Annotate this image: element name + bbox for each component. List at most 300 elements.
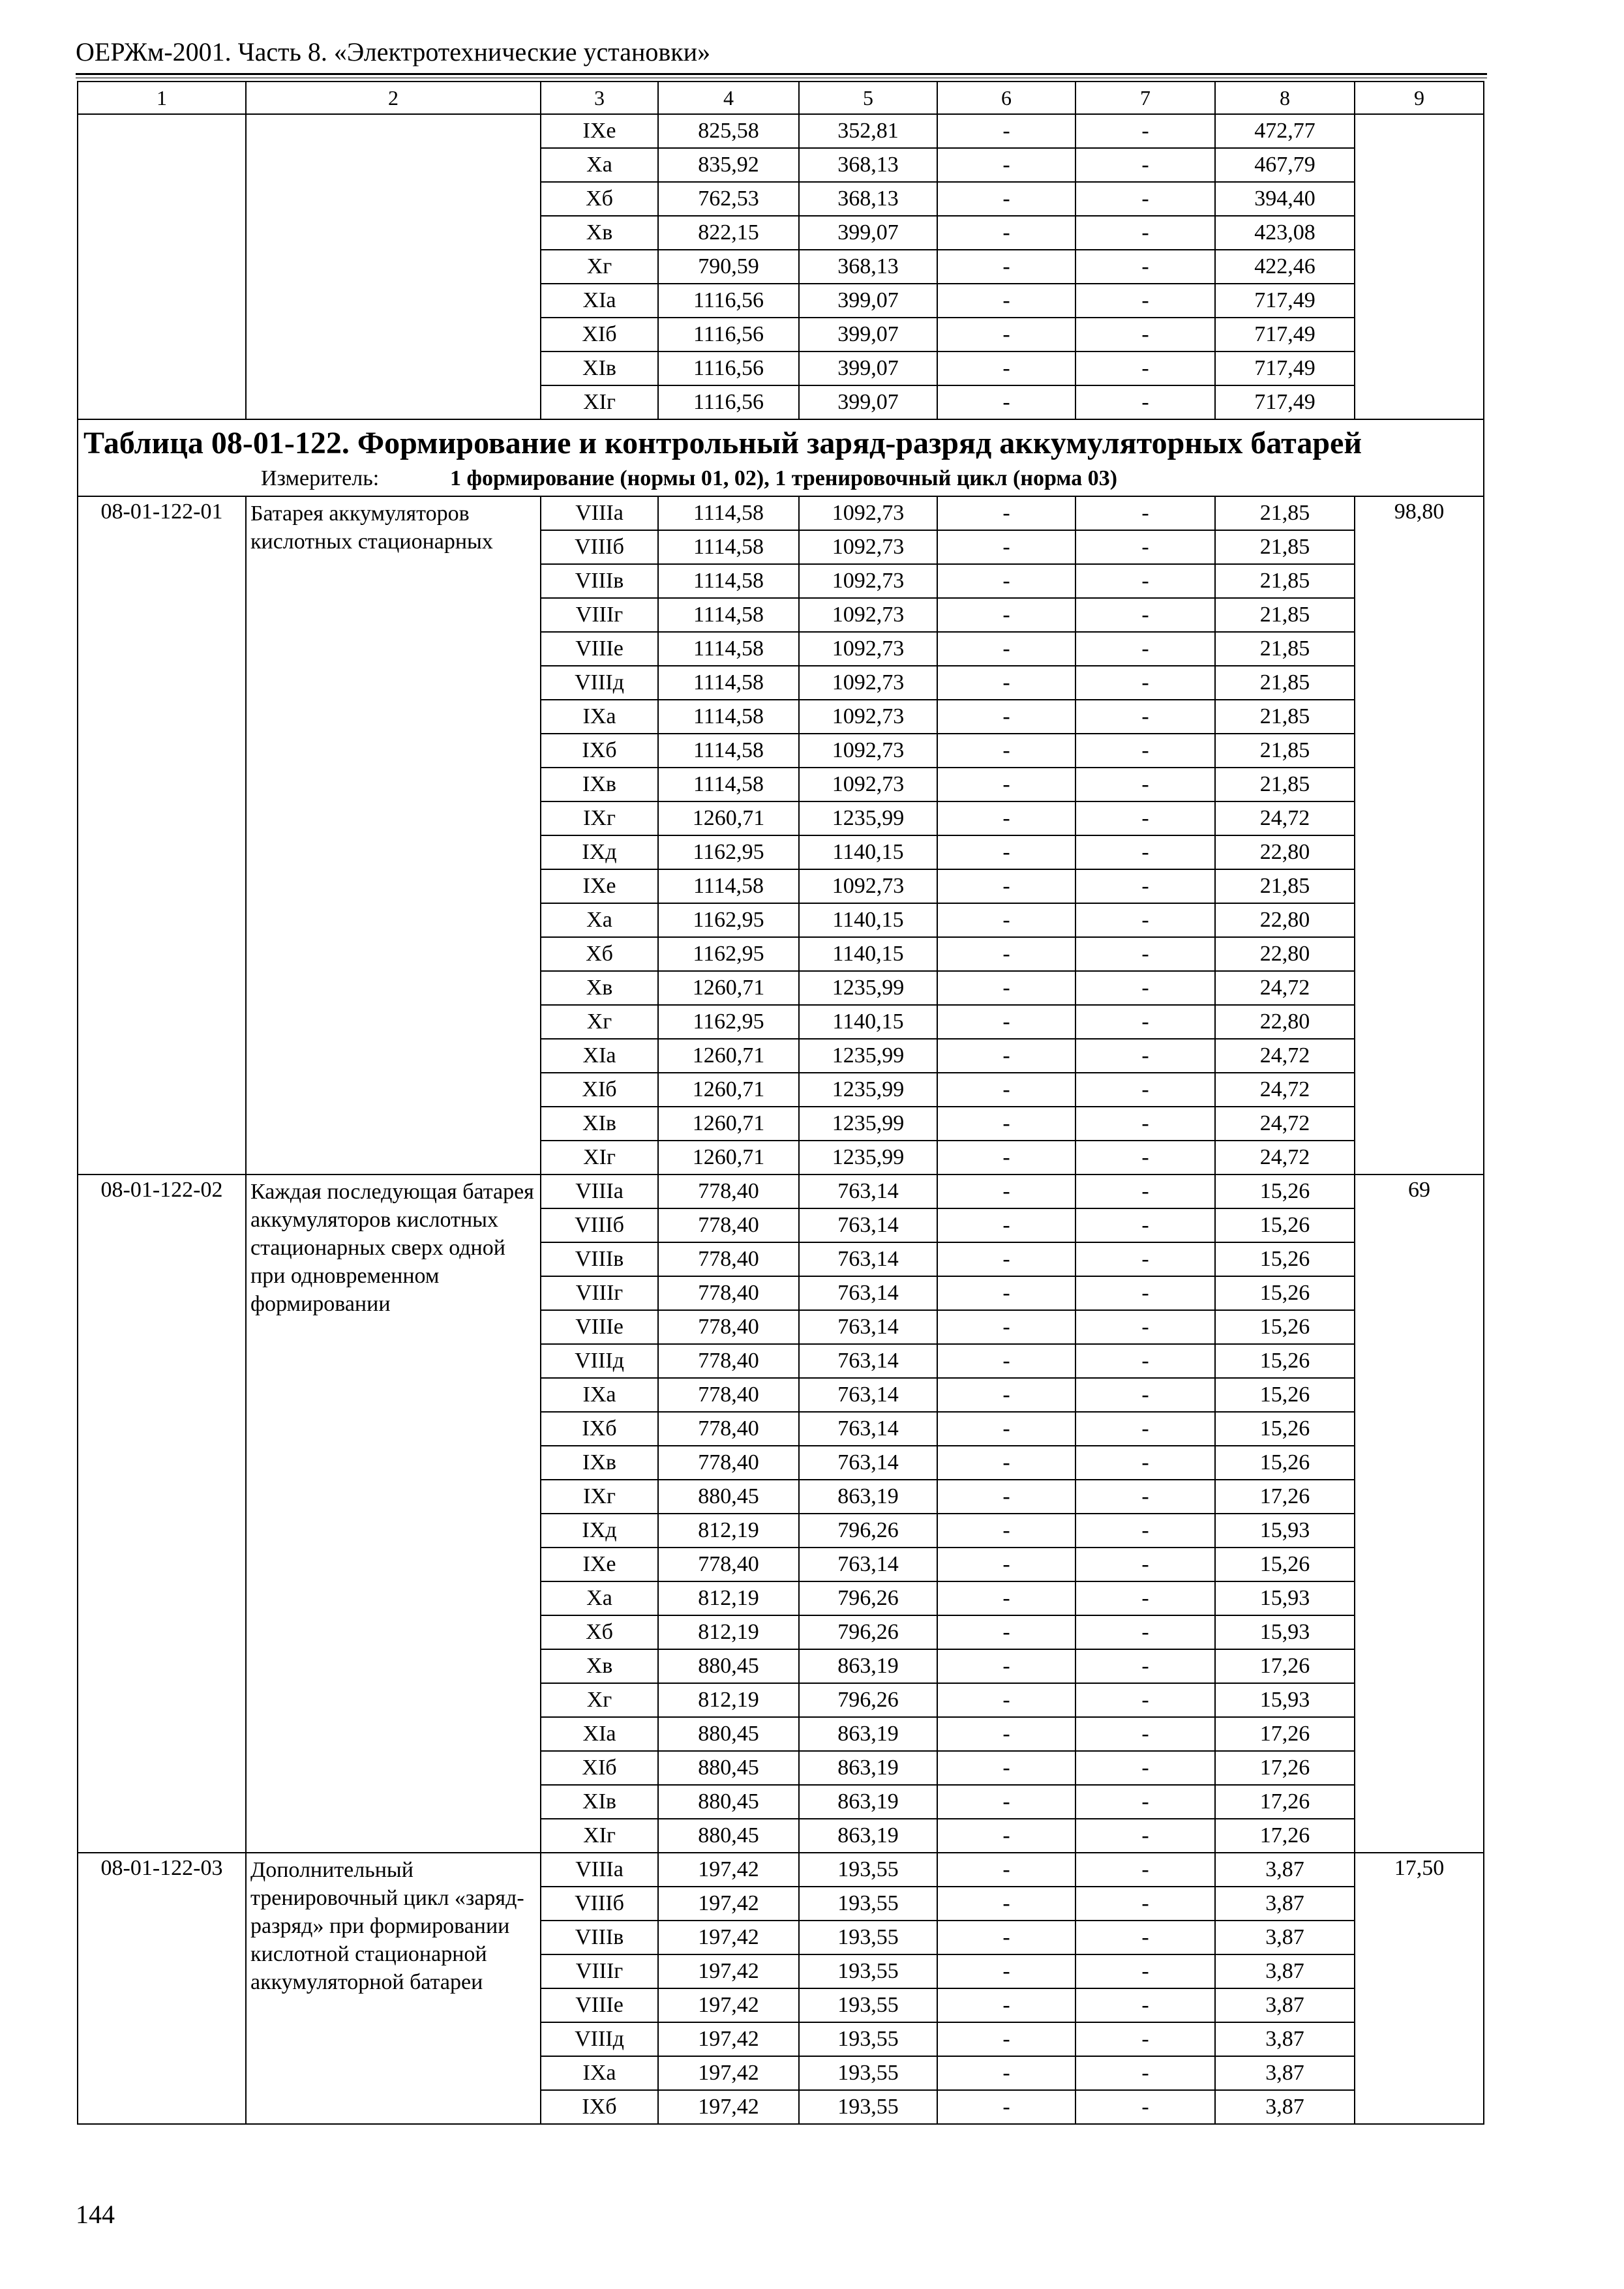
total-cost-cell: 1162,95 bbox=[658, 835, 799, 869]
wages-cell: 1092,73 bbox=[799, 700, 937, 734]
total-cost-cell: 197,42 bbox=[658, 1988, 799, 2022]
resource-class-cell: IXг bbox=[541, 1480, 658, 1514]
total-cost-cell: 1260,71 bbox=[658, 1073, 799, 1107]
resource-class-cell: VIIIе bbox=[541, 1988, 658, 2022]
machine-cost-cell: - bbox=[937, 1988, 1075, 2022]
machine-cost-cell: - bbox=[937, 318, 1075, 352]
wages-cell: 796,26 bbox=[799, 1581, 937, 1615]
machine-cost-cell: - bbox=[937, 1819, 1075, 1853]
machine-cost-cell: - bbox=[937, 1039, 1075, 1073]
wages-cell: 796,26 bbox=[799, 1514, 937, 1548]
resource-class-cell: IXе bbox=[541, 1548, 658, 1581]
materials-cell: 3,87 bbox=[1215, 1887, 1355, 1921]
wages-cell: 1092,73 bbox=[799, 496, 937, 530]
driver-wages-cell: - bbox=[1075, 1514, 1215, 1548]
driver-wages-cell: - bbox=[1075, 2022, 1215, 2056]
machine-cost-cell: - bbox=[937, 1480, 1075, 1514]
wages-cell: 763,14 bbox=[799, 1174, 937, 1208]
total-cost-cell: 1114,58 bbox=[658, 632, 799, 666]
total-cost-cell: 1114,58 bbox=[658, 530, 799, 564]
resource-class-cell: VIIIа bbox=[541, 1174, 658, 1208]
machine-cost-cell: - bbox=[937, 496, 1075, 530]
materials-cell: 24,72 bbox=[1215, 1107, 1355, 1141]
wages-cell: 763,14 bbox=[799, 1548, 937, 1581]
total-cost-cell: 880,45 bbox=[658, 1785, 799, 1819]
wages-cell: 1235,99 bbox=[799, 1039, 937, 1073]
wages-cell: 1092,73 bbox=[799, 632, 937, 666]
machine-cost-cell: - bbox=[937, 2090, 1075, 2124]
materials-cell: 3,87 bbox=[1215, 2090, 1355, 2124]
resource-class-cell: IXа bbox=[541, 700, 658, 734]
materials-cell: 15,26 bbox=[1215, 1548, 1355, 1581]
driver-wages-cell: - bbox=[1075, 2090, 1215, 2124]
machine-cost-cell: - bbox=[937, 835, 1075, 869]
resource-class-cell: XIб bbox=[541, 1073, 658, 1107]
resource-class-cell: IXг bbox=[541, 801, 658, 835]
total-cost-cell: 1114,58 bbox=[658, 598, 799, 632]
machine-cost-cell: - bbox=[937, 1954, 1075, 1988]
resource-class-cell: XIа bbox=[541, 1039, 658, 1073]
materials-cell: 24,72 bbox=[1215, 1073, 1355, 1107]
driver-wages-cell: - bbox=[1075, 250, 1215, 284]
resource-class-cell: XIб bbox=[541, 318, 658, 352]
wages-cell: 863,19 bbox=[799, 1649, 937, 1683]
total-cost-cell: 778,40 bbox=[658, 1174, 799, 1208]
machine-cost-cell: - bbox=[937, 250, 1075, 284]
wages-cell: 1092,73 bbox=[799, 666, 937, 700]
total-cost-cell: 812,19 bbox=[658, 1615, 799, 1649]
materials-cell: 21,85 bbox=[1215, 869, 1355, 903]
machine-cost-cell: - bbox=[937, 937, 1075, 971]
driver-wages-cell: - bbox=[1075, 2056, 1215, 2090]
materials-cell: 15,26 bbox=[1215, 1276, 1355, 1310]
materials-cell: 21,85 bbox=[1215, 734, 1355, 768]
total-cost-cell: 778,40 bbox=[658, 1310, 799, 1344]
resource-class-cell: Xв bbox=[541, 216, 658, 250]
driver-wages-cell: - bbox=[1075, 632, 1215, 666]
total-cost-cell: 790,59 bbox=[658, 250, 799, 284]
table-title-row bbox=[78, 419, 1484, 496]
wages-cell: 1092,73 bbox=[799, 734, 937, 768]
resource-class-cell: Xг bbox=[541, 1683, 658, 1717]
materials-cell: 22,80 bbox=[1215, 903, 1355, 937]
total-cost-cell: 812,19 bbox=[658, 1581, 799, 1615]
total-cost-cell: 197,42 bbox=[658, 2056, 799, 2090]
wages-cell: 193,55 bbox=[799, 2022, 937, 2056]
machine-cost-cell: - bbox=[937, 971, 1075, 1005]
wages-cell: 193,55 bbox=[799, 1853, 937, 1887]
machine-cost-cell: - bbox=[937, 1276, 1075, 1310]
driver-wages-cell: - bbox=[1075, 869, 1215, 903]
wages-cell: 796,26 bbox=[799, 1683, 937, 1717]
norm-code-cell: 08-01-122-01 bbox=[78, 496, 246, 1174]
driver-wages-cell: - bbox=[1075, 768, 1215, 801]
materials-cell: 467,79 bbox=[1215, 148, 1355, 182]
driver-wages-cell: - bbox=[1075, 1242, 1215, 1276]
total-cost-cell: 1260,71 bbox=[658, 1141, 799, 1174]
driver-wages-cell: - bbox=[1075, 284, 1215, 318]
machine-cost-cell: - bbox=[937, 598, 1075, 632]
resource-class-cell: XIг bbox=[541, 1819, 658, 1853]
resource-class-cell: VIIIб bbox=[541, 1887, 658, 1921]
machine-cost-cell: - bbox=[937, 564, 1075, 598]
resource-class-cell: VIIIе bbox=[541, 632, 658, 666]
driver-wages-cell: - bbox=[1075, 1819, 1215, 1853]
materials-cell: 22,80 bbox=[1215, 937, 1355, 971]
materials-cell: 22,80 bbox=[1215, 835, 1355, 869]
resource-class-cell: XIв bbox=[541, 1785, 658, 1819]
materials-cell: 24,72 bbox=[1215, 1141, 1355, 1174]
labor-cell: 17,50 bbox=[1355, 1853, 1484, 2124]
wages-cell: 399,07 bbox=[799, 352, 937, 385]
total-cost-cell: 778,40 bbox=[658, 1412, 799, 1446]
total-cost-cell: 778,40 bbox=[658, 1276, 799, 1310]
wages-cell: 863,19 bbox=[799, 1785, 937, 1819]
machine-cost-cell: - bbox=[937, 1581, 1075, 1615]
materials-cell: 3,87 bbox=[1215, 1988, 1355, 2022]
total-cost-cell: 778,40 bbox=[658, 1208, 799, 1242]
resource-class-cell: IXе bbox=[541, 869, 658, 903]
driver-wages-cell: - bbox=[1075, 148, 1215, 182]
resource-class-cell: VIIIв bbox=[541, 1921, 658, 1954]
resource-class-cell: VIIIе bbox=[541, 1310, 658, 1344]
driver-wages-cell: - bbox=[1075, 937, 1215, 971]
materials-cell: 17,26 bbox=[1215, 1717, 1355, 1751]
total-cost-cell: 762,53 bbox=[658, 182, 799, 216]
total-cost-cell: 1260,71 bbox=[658, 801, 799, 835]
wages-cell: 763,14 bbox=[799, 1310, 937, 1344]
materials-cell: 21,85 bbox=[1215, 564, 1355, 598]
norm-name-cell bbox=[246, 114, 541, 419]
materials-cell: 17,26 bbox=[1215, 1785, 1355, 1819]
materials-cell: 21,85 bbox=[1215, 666, 1355, 700]
materials-cell: 3,87 bbox=[1215, 1954, 1355, 1988]
total-cost-cell: 1114,58 bbox=[658, 700, 799, 734]
norm-code-cell: 08-01-122-02 bbox=[78, 1174, 246, 1853]
materials-cell: 422,46 bbox=[1215, 250, 1355, 284]
driver-wages-cell: - bbox=[1075, 1717, 1215, 1751]
driver-wages-cell: - bbox=[1075, 1276, 1215, 1310]
total-cost-cell: 812,19 bbox=[658, 1514, 799, 1548]
driver-wages-cell: - bbox=[1075, 1649, 1215, 1683]
driver-wages-cell: - bbox=[1075, 1310, 1215, 1344]
wages-cell: 863,19 bbox=[799, 1717, 937, 1751]
machine-cost-cell: - bbox=[937, 632, 1075, 666]
total-cost-cell: 1162,95 bbox=[658, 903, 799, 937]
total-cost-cell: 197,42 bbox=[658, 1954, 799, 1988]
driver-wages-cell: - bbox=[1075, 971, 1215, 1005]
resource-class-cell: Xб bbox=[541, 182, 658, 216]
column-number: 5 bbox=[799, 82, 937, 114]
materials-cell: 423,08 bbox=[1215, 216, 1355, 250]
norms-table bbox=[77, 81, 1484, 2125]
page-number: 144 bbox=[76, 2200, 115, 2229]
wages-cell: 1140,15 bbox=[799, 903, 937, 937]
machine-cost-cell: - bbox=[937, 1378, 1075, 1412]
machine-cost-cell: - bbox=[937, 1107, 1075, 1141]
wages-cell: 399,07 bbox=[799, 385, 937, 419]
total-cost-cell: 1116,56 bbox=[658, 385, 799, 419]
machine-cost-cell: - bbox=[937, 700, 1075, 734]
resource-class-cell: IXв bbox=[541, 768, 658, 801]
driver-wages-cell: - bbox=[1075, 385, 1215, 419]
total-cost-cell: 1114,58 bbox=[658, 768, 799, 801]
driver-wages-cell: - bbox=[1075, 1208, 1215, 1242]
wages-cell: 368,13 bbox=[799, 182, 937, 216]
total-cost-cell: 880,45 bbox=[658, 1649, 799, 1683]
materials-cell: 15,93 bbox=[1215, 1581, 1355, 1615]
norm-code-cell: 08-01-122-03 bbox=[78, 1853, 246, 2124]
machine-cost-cell: - bbox=[937, 1412, 1075, 1446]
machine-cost-cell: - bbox=[937, 1717, 1075, 1751]
machine-cost-cell: - bbox=[937, 216, 1075, 250]
driver-wages-cell: - bbox=[1075, 1921, 1215, 1954]
materials-cell: 15,26 bbox=[1215, 1242, 1355, 1276]
column-number: 4 bbox=[658, 82, 799, 114]
resource-class-cell: VIIIд bbox=[541, 666, 658, 700]
norm-name-cell: Дополнительный тренировочный цикл «заряд-разряд» при формировании кислотной стационарной аккумуляторной батареи bbox=[246, 1853, 541, 2124]
resource-class-cell: IXе bbox=[541, 114, 658, 148]
driver-wages-cell: - bbox=[1075, 835, 1215, 869]
wages-cell: 763,14 bbox=[799, 1446, 937, 1480]
driver-wages-cell: - bbox=[1075, 1548, 1215, 1581]
machine-cost-cell: - bbox=[937, 1615, 1075, 1649]
materials-cell: 15,26 bbox=[1215, 1378, 1355, 1412]
machine-cost-cell: - bbox=[937, 148, 1075, 182]
resource-class-cell: Xб bbox=[541, 1615, 658, 1649]
total-cost-cell: 880,45 bbox=[658, 1751, 799, 1785]
machine-cost-cell: - bbox=[937, 869, 1075, 903]
driver-wages-cell: - bbox=[1075, 1107, 1215, 1141]
resource-class-cell: Xа bbox=[541, 903, 658, 937]
materials-cell: 15,26 bbox=[1215, 1412, 1355, 1446]
total-cost-cell: 778,40 bbox=[658, 1446, 799, 1480]
machine-cost-cell: - bbox=[937, 114, 1075, 148]
column-number: 6 bbox=[937, 82, 1075, 114]
materials-cell: 15,26 bbox=[1215, 1174, 1355, 1208]
materials-cell: 15,93 bbox=[1215, 1683, 1355, 1717]
total-cost-cell: 1116,56 bbox=[658, 318, 799, 352]
machine-cost-cell: - bbox=[937, 530, 1075, 564]
wages-cell: 368,13 bbox=[799, 250, 937, 284]
machine-cost-cell: - bbox=[937, 182, 1075, 216]
resource-class-cell: Xв bbox=[541, 971, 658, 1005]
machine-cost-cell: - bbox=[937, 1174, 1075, 1208]
wages-cell: 193,55 bbox=[799, 2056, 937, 2090]
total-cost-cell: 1162,95 bbox=[658, 1005, 799, 1039]
wages-cell: 763,14 bbox=[799, 1378, 937, 1412]
resource-class-cell: VIIIв bbox=[541, 1242, 658, 1276]
resource-class-cell: Xа bbox=[541, 1581, 658, 1615]
driver-wages-cell: - bbox=[1075, 564, 1215, 598]
driver-wages-cell: - bbox=[1075, 1344, 1215, 1378]
materials-cell: 21,85 bbox=[1215, 632, 1355, 666]
materials-cell: 21,85 bbox=[1215, 768, 1355, 801]
materials-cell: 15,26 bbox=[1215, 1208, 1355, 1242]
total-cost-cell: 778,40 bbox=[658, 1378, 799, 1412]
resource-class-cell: IXд bbox=[541, 835, 658, 869]
materials-cell: 3,87 bbox=[1215, 1853, 1355, 1887]
wages-cell: 763,14 bbox=[799, 1208, 937, 1242]
materials-cell: 15,26 bbox=[1215, 1446, 1355, 1480]
resource-class-cell: Xб bbox=[541, 937, 658, 971]
resource-class-cell: IXа bbox=[541, 1378, 658, 1412]
machine-cost-cell: - bbox=[937, 1310, 1075, 1344]
materials-cell: 24,72 bbox=[1215, 971, 1355, 1005]
table-title: Таблица 08-01-122. Формирование и контрольный заряд-разряд аккумуляторных батарей bbox=[83, 426, 1362, 460]
wages-cell: 863,19 bbox=[799, 1480, 937, 1514]
total-cost-cell: 197,42 bbox=[658, 1887, 799, 1921]
resource-class-cell: IXб bbox=[541, 734, 658, 768]
machine-cost-cell: - bbox=[937, 801, 1075, 835]
machine-cost-cell: - bbox=[937, 734, 1075, 768]
materials-cell: 21,85 bbox=[1215, 700, 1355, 734]
driver-wages-cell: - bbox=[1075, 1887, 1215, 1921]
resource-class-cell: IXв bbox=[541, 1446, 658, 1480]
materials-cell: 17,26 bbox=[1215, 1480, 1355, 1514]
machine-cost-cell: - bbox=[937, 1785, 1075, 1819]
total-cost-cell: 812,19 bbox=[658, 1683, 799, 1717]
machine-cost-cell: - bbox=[937, 1751, 1075, 1785]
wages-cell: 1140,15 bbox=[799, 1005, 937, 1039]
total-cost-cell: 1114,58 bbox=[658, 564, 799, 598]
machine-cost-cell: - bbox=[937, 1141, 1075, 1174]
resource-class-cell: Xа bbox=[541, 148, 658, 182]
wages-cell: 193,55 bbox=[799, 1954, 937, 1988]
wages-cell: 763,14 bbox=[799, 1242, 937, 1276]
wages-cell: 1140,15 bbox=[799, 835, 937, 869]
machine-cost-cell: - bbox=[937, 1073, 1075, 1107]
total-cost-cell: 778,40 bbox=[658, 1344, 799, 1378]
materials-cell: 717,49 bbox=[1215, 318, 1355, 352]
machine-cost-cell: - bbox=[937, 385, 1075, 419]
machine-cost-cell: - bbox=[937, 1649, 1075, 1683]
driver-wages-cell: - bbox=[1075, 666, 1215, 700]
resource-class-cell: VIIIг bbox=[541, 1954, 658, 1988]
machine-cost-cell: - bbox=[937, 1446, 1075, 1480]
resource-class-cell: XIв bbox=[541, 1107, 658, 1141]
total-cost-cell: 778,40 bbox=[658, 1548, 799, 1581]
materials-cell: 472,77 bbox=[1215, 114, 1355, 148]
materials-cell: 15,26 bbox=[1215, 1344, 1355, 1378]
driver-wages-cell: - bbox=[1075, 1615, 1215, 1649]
materials-cell: 22,80 bbox=[1215, 1005, 1355, 1039]
machine-cost-cell: - bbox=[937, 903, 1075, 937]
wages-cell: 368,13 bbox=[799, 148, 937, 182]
resource-class-cell: VIIIа bbox=[541, 1853, 658, 1887]
wages-cell: 399,07 bbox=[799, 284, 937, 318]
total-cost-cell: 880,45 bbox=[658, 1819, 799, 1853]
materials-cell: 3,87 bbox=[1215, 1921, 1355, 1954]
total-cost-cell: 1116,56 bbox=[658, 352, 799, 385]
driver-wages-cell: - bbox=[1075, 801, 1215, 835]
measure-line bbox=[83, 464, 1478, 493]
driver-wages-cell: - bbox=[1075, 1412, 1215, 1446]
materials-cell: 17,26 bbox=[1215, 1819, 1355, 1853]
machine-cost-cell: - bbox=[937, 2056, 1075, 2090]
column-number: 8 bbox=[1215, 82, 1355, 114]
machine-cost-cell: - bbox=[937, 666, 1075, 700]
driver-wages-cell: - bbox=[1075, 734, 1215, 768]
wages-cell: 193,55 bbox=[799, 1988, 937, 2022]
wages-cell: 1235,99 bbox=[799, 1073, 937, 1107]
wages-cell: 1092,73 bbox=[799, 869, 937, 903]
total-cost-cell: 1162,95 bbox=[658, 937, 799, 971]
driver-wages-cell: - bbox=[1075, 1174, 1215, 1208]
materials-cell: 717,49 bbox=[1215, 352, 1355, 385]
materials-cell: 717,49 bbox=[1215, 284, 1355, 318]
wages-cell: 193,55 bbox=[799, 2090, 937, 2124]
materials-cell: 24,72 bbox=[1215, 801, 1355, 835]
resource-class-cell: VIIIб bbox=[541, 1208, 658, 1242]
materials-cell: 3,87 bbox=[1215, 2056, 1355, 2090]
driver-wages-cell: - bbox=[1075, 1853, 1215, 1887]
total-cost-cell: 1114,58 bbox=[658, 869, 799, 903]
materials-cell: 24,72 bbox=[1215, 1039, 1355, 1073]
norm-name-cell: Каждая последующая батарея аккумуляторов кислотных стационарных сверх одной при одновременном формировании bbox=[246, 1174, 541, 1853]
resource-class-cell: XIб bbox=[541, 1751, 658, 1785]
labor-cell bbox=[1355, 114, 1484, 419]
total-cost-cell: 1260,71 bbox=[658, 971, 799, 1005]
resource-class-cell: XIа bbox=[541, 284, 658, 318]
wages-cell: 1092,73 bbox=[799, 598, 937, 632]
driver-wages-cell: - bbox=[1075, 114, 1215, 148]
norm-name-cell: Батарея аккумуляторов кислотных стационарных bbox=[246, 496, 541, 1174]
driver-wages-cell: - bbox=[1075, 1480, 1215, 1514]
machine-cost-cell: - bbox=[937, 1887, 1075, 1921]
resource-class-cell: Xг bbox=[541, 1005, 658, 1039]
resource-class-cell: XIа bbox=[541, 1717, 658, 1751]
materials-cell: 717,49 bbox=[1215, 385, 1355, 419]
total-cost-cell: 778,40 bbox=[658, 1242, 799, 1276]
resource-class-cell: XIг bbox=[541, 1141, 658, 1174]
resource-class-cell: XIв bbox=[541, 352, 658, 385]
total-cost-cell: 197,42 bbox=[658, 1921, 799, 1954]
machine-cost-cell: - bbox=[937, 1344, 1075, 1378]
column-number: 9 bbox=[1355, 82, 1484, 114]
wages-cell: 1235,99 bbox=[799, 971, 937, 1005]
driver-wages-cell: - bbox=[1075, 318, 1215, 352]
total-cost-cell: 1114,58 bbox=[658, 734, 799, 768]
driver-wages-cell: - bbox=[1075, 1581, 1215, 1615]
total-cost-cell: 1260,71 bbox=[658, 1107, 799, 1141]
table-body bbox=[78, 82, 1484, 2124]
wages-cell: 1235,99 bbox=[799, 1141, 937, 1174]
table-title-cell bbox=[78, 419, 1484, 496]
resource-class-cell: IXб bbox=[541, 2090, 658, 2124]
materials-cell: 15,93 bbox=[1215, 1615, 1355, 1649]
resource-class-cell: VIIIд bbox=[541, 2022, 658, 2056]
total-cost-cell: 1114,58 bbox=[658, 666, 799, 700]
driver-wages-cell: - bbox=[1075, 1378, 1215, 1412]
wages-cell: 1092,73 bbox=[799, 564, 937, 598]
wages-cell: 863,19 bbox=[799, 1751, 937, 1785]
driver-wages-cell: - bbox=[1075, 1446, 1215, 1480]
driver-wages-cell: - bbox=[1075, 352, 1215, 385]
wages-cell: 1092,73 bbox=[799, 530, 937, 564]
wages-cell: 863,19 bbox=[799, 1819, 937, 1853]
driver-wages-cell: - bbox=[1075, 700, 1215, 734]
total-cost-cell: 880,45 bbox=[658, 1480, 799, 1514]
wages-cell: 399,07 bbox=[799, 318, 937, 352]
column-number: 1 bbox=[78, 82, 246, 114]
total-cost-cell: 1116,56 bbox=[658, 284, 799, 318]
resource-class-cell: XIг bbox=[541, 385, 658, 419]
machine-cost-cell: - bbox=[937, 768, 1075, 801]
total-cost-cell: 197,42 bbox=[658, 2090, 799, 2124]
resource-class-cell: IXб bbox=[541, 1412, 658, 1446]
machine-cost-cell: - bbox=[937, 1242, 1075, 1276]
